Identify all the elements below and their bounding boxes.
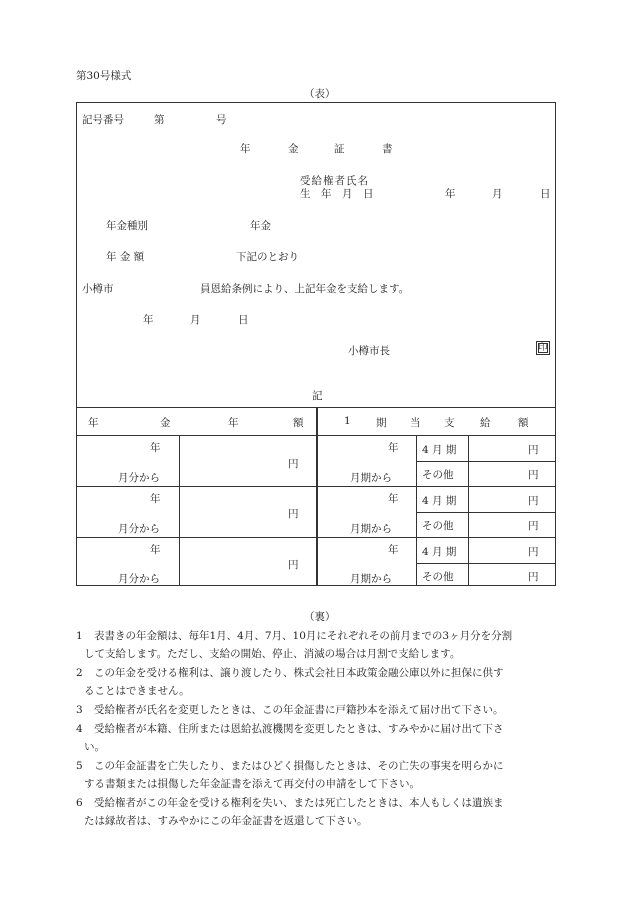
row3-left-year: 年 xyxy=(150,544,161,556)
right-header-2: 期 xyxy=(376,417,387,429)
note-4 xyxy=(76,720,562,756)
note-continuation: たは縁故者は、すみやかにこの年金証書を返還して下さい。 xyxy=(84,815,368,827)
note-text: 受給権者がこの年金を受ける権利を失い、または死亡したときは、本人もしくは遺族ま xyxy=(94,797,504,809)
row1-right-year: 年 xyxy=(388,442,399,454)
row3-other-yen: 円 xyxy=(528,571,539,583)
left-header-4: 額 xyxy=(293,417,304,429)
note-text: 受給権者が本籍、住所または恩給払渡機関を変更したときは、すみやかに届け出て下さ xyxy=(94,723,504,735)
row1-april-period: 4 月 期 xyxy=(422,444,457,456)
form-number: 第30号様式 xyxy=(76,70,132,82)
row1-right-from: 月期から xyxy=(350,472,392,484)
right-header-3: 当 xyxy=(410,417,421,429)
note-number: 5 xyxy=(76,760,83,772)
note-6 xyxy=(76,794,562,830)
note-3 xyxy=(76,701,562,719)
seal-mark xyxy=(536,341,550,355)
back-label: （裏） xyxy=(304,611,336,623)
note-text: 受給権者が氏名を変更したときは、この年金証書に戸籍抄本を添えて届け出て下さい。 xyxy=(94,704,504,716)
note-number: 4 xyxy=(76,723,83,735)
birth-year: 年 xyxy=(445,188,456,200)
row1-other-yen: 円 xyxy=(528,469,539,481)
row3-right-from: 月期から xyxy=(350,573,392,585)
row3-right-year: 年 xyxy=(388,544,399,556)
note-5 xyxy=(76,757,562,793)
right-header-6: 額 xyxy=(518,417,529,429)
row3-left-from: 月分から xyxy=(118,573,160,585)
row2-april-period: 4 月 期 xyxy=(422,495,457,507)
pension-amount-value: 下記のとおり xyxy=(236,251,299,263)
row3-april-period: 4 月 期 xyxy=(422,546,457,558)
row2-right-from: 月期から xyxy=(350,523,392,535)
note-text: 表書きの年金額は、毎年1月、4月、7月、10月にそれぞれその前月までの3ヶ月分を分割 xyxy=(94,630,513,642)
note-text: この年金証書を亡失したり、またはひどく損傷したときは、その亡失の事実を明らかに xyxy=(94,760,504,772)
right-header-5: 給 xyxy=(480,417,491,429)
row2-left-yen: 円 xyxy=(288,508,299,520)
row1-left-year: 年 xyxy=(150,442,161,454)
note-number: 6 xyxy=(76,797,83,809)
issue-day: 日 xyxy=(238,314,249,326)
row1-left-yen: 円 xyxy=(288,458,299,470)
note-continuation: ることはできません。 xyxy=(84,685,190,697)
pension-type-label: 年金種別 xyxy=(106,220,148,232)
row2-other-period: その他 xyxy=(422,520,454,532)
row2-left-from: 月分から xyxy=(118,523,160,535)
table-divider-left xyxy=(179,435,180,586)
subrow-line-1 xyxy=(416,461,556,462)
pension-type-value: 年金 xyxy=(250,220,271,232)
note-text: この年金を受ける権利は、譲り渡したり、株式会社日本政策金融公庫以外に担保に供す xyxy=(94,667,504,679)
note-number: 3 xyxy=(76,704,83,716)
row3-left-yen: 円 xyxy=(288,559,299,571)
title-char-3: 証 xyxy=(334,143,345,155)
note-1 xyxy=(76,627,562,663)
pension-amount-label: 年 金 額 xyxy=(106,251,145,263)
note-continuation: して支給します。ただし、支給の開始、停止、消滅の場合は月割で支給します。 xyxy=(84,648,461,660)
subrow-line-2 xyxy=(416,512,556,513)
birth-day: 日 xyxy=(540,188,551,200)
row1-april-yen: 円 xyxy=(528,444,539,456)
record-number-go: 号 xyxy=(216,114,227,126)
left-header-2: 金 xyxy=(160,417,171,429)
title-char-2: 金 xyxy=(288,143,299,155)
record-number-dai: 第 xyxy=(154,114,165,126)
row3-other-period: その他 xyxy=(422,571,454,583)
statement-text: 員恩給条例により、上記年金を支給します。 xyxy=(200,283,410,295)
left-header-1: 年 xyxy=(88,417,99,429)
ki-label: 記 xyxy=(312,390,323,402)
note-number: 2 xyxy=(76,667,83,679)
issue-month: 月 xyxy=(190,314,201,326)
row1-other-period: その他 xyxy=(422,469,454,481)
row2-right-year: 年 xyxy=(388,493,399,505)
row3-april-yen: 円 xyxy=(528,546,539,558)
row2-left-year: 年 xyxy=(150,493,161,505)
statement-city: 小樽市 xyxy=(82,283,114,295)
title-char-1: 年 xyxy=(240,143,251,155)
table-divider-main xyxy=(316,407,318,586)
right-header-1: 1 xyxy=(344,415,351,427)
mayor-title: 小樽市長 xyxy=(348,345,390,357)
row1-left-from: 月分から xyxy=(118,472,160,484)
row2-april-yen: 円 xyxy=(528,495,539,507)
subrow-line-3 xyxy=(416,563,556,564)
note-2 xyxy=(76,664,562,700)
row2-other-yen: 円 xyxy=(528,520,539,532)
note-continuation: い。 xyxy=(84,741,105,753)
recipient-name-label: 受給権者氏名 xyxy=(300,175,369,187)
record-number-label: 記号番号 xyxy=(82,114,124,126)
left-header-3: 年 xyxy=(228,417,239,429)
note-continuation: する書類または損傷した年金証書を添えて再交付の申請をして下さい。 xyxy=(84,778,420,790)
birth-date-label: 生 年 月 日 xyxy=(300,188,374,200)
seal-label: 印 xyxy=(538,343,548,353)
note-number: 1 xyxy=(76,630,83,642)
issue-year: 年 xyxy=(143,314,154,326)
right-header-4: 支 xyxy=(444,417,455,429)
title-char-4: 書 xyxy=(382,143,393,155)
birth-month: 月 xyxy=(492,188,503,200)
front-label: （表） xyxy=(304,88,336,100)
